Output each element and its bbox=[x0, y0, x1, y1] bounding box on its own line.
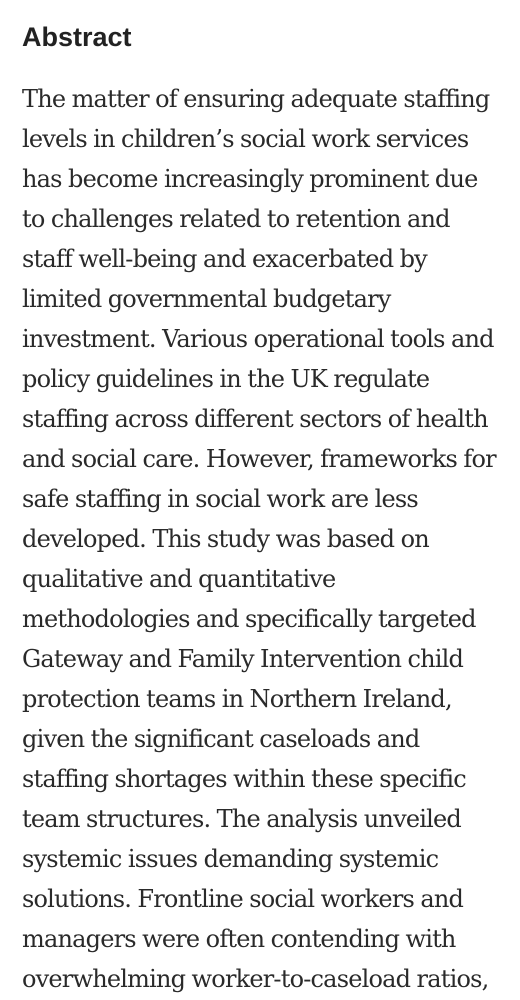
abstract-line: solutions. Frontline social workers and bbox=[22, 885, 464, 913]
abstract-section bbox=[22, 0, 502, 999]
abstract-line: managers were often contending with bbox=[22, 925, 456, 953]
abstract-line: investment. Various operational tools and bbox=[22, 325, 494, 353]
abstract-line: and social care. However, frameworks for bbox=[22, 445, 496, 473]
abstract-line: to challenges related to retention and bbox=[22, 205, 450, 233]
abstract-line: staffing shortages within these specific bbox=[22, 765, 466, 793]
abstract-line: overwhelming worker-to-caseload ratios, bbox=[22, 965, 489, 993]
abstract-line: levels in children’s social work services bbox=[22, 125, 469, 153]
abstract-line: policy guidelines in the UK regulate bbox=[22, 365, 430, 393]
abstract-line: developed. This study was based on bbox=[22, 525, 429, 553]
abstract-line: methodologies and specifically targeted bbox=[22, 605, 476, 633]
abstract-line: limited governmental budgetary bbox=[22, 285, 391, 313]
abstract-heading: Abstract bbox=[22, 22, 132, 52]
abstract-line: staffing across different sectors of health bbox=[22, 405, 488, 433]
abstract-line: has become increasingly prominent due bbox=[22, 165, 478, 193]
abstract-line: staff well-being and exacerbated by bbox=[22, 245, 427, 273]
abstract-line: qualitative and quantitative bbox=[22, 565, 336, 593]
abstract-line: Gateway and Family Intervention child bbox=[22, 645, 464, 673]
abstract-body bbox=[22, 79, 502, 999]
abstract-line: systemic issues demanding systemic bbox=[22, 845, 439, 873]
abstract-line: The matter of ensuring adequate staffing bbox=[22, 85, 490, 113]
abstract-line: given the significant caseloads and bbox=[22, 725, 420, 753]
abstract-line: protection teams in Northern Ireland, bbox=[22, 685, 452, 713]
abstract-line: safe staffing in social work are less bbox=[22, 485, 418, 513]
abstract-line: team structures. The analysis unveiled bbox=[22, 805, 461, 833]
